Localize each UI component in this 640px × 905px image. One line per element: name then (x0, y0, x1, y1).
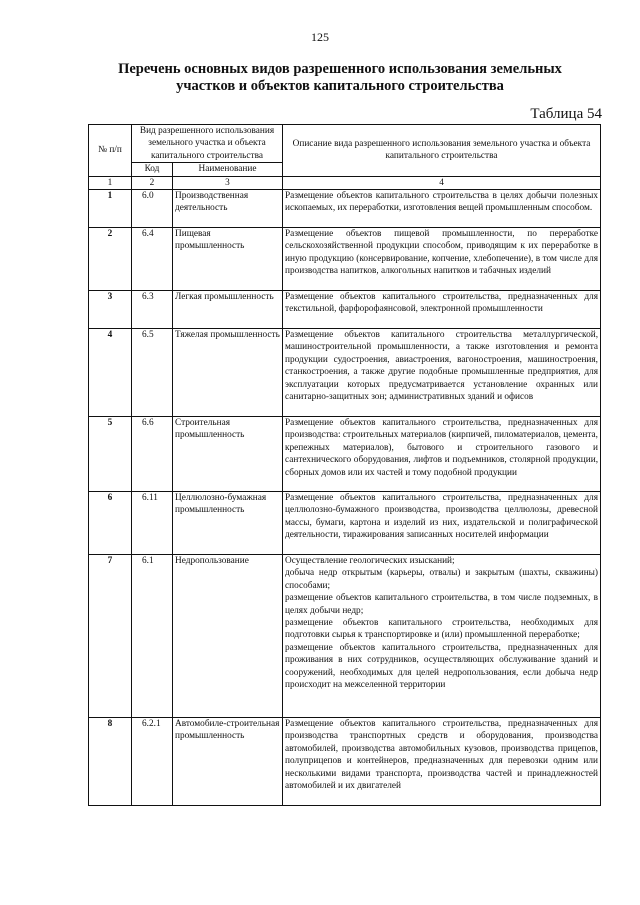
description-paragraph: Размещение объектов капитального строительства металлургической, машиностроительной промышленности, а также изготовления и ремонта продукции судостроения, авиастроения, вагоностроения, машиностроения, станкостроения, а также другие подобные промышленные предприятия, для эксплуатации которых предусматривается установление охранных или санитарно-защитных зон; административных зданий и офисов (285, 330, 599, 403)
description-paragraph: Размещение объектов капитального строительства, предназначенных для производства: строительных материалов (кирпичей, пиломатериалов, цемента, крепежных материалов), бытового и строительного газового и сантехнического оборудования, лифтов и подъемников, столярной продукции, сборных домов или их частей и тому подобной продукции (285, 418, 599, 478)
header-num: № п/п (89, 125, 132, 177)
row-description (283, 190, 601, 228)
row-code: 6.0 (132, 190, 173, 228)
row-name: Легкая промышленность (173, 291, 283, 329)
description-paragraph: Размещение объектов капитального строительства, предназначенных для целлюлозно-бумажного производства, производства целлюлозы, древесной массы, бумаги, картона и изделий из них, издательской и полиграфической деятельности, тиражирования записанных носителей информации (285, 493, 599, 541)
row-code: 6.1 (132, 555, 173, 718)
row-number: 7 (89, 555, 132, 718)
row-name: Целлюлозно-бумажная промышленность (173, 492, 283, 555)
row-number: 1 (89, 190, 132, 228)
title-line-2: участков и объектов капитального строительства (176, 78, 504, 94)
row-description (283, 329, 601, 417)
description-paragraph: Размещение объектов капитального строительства в целях добычи полезных ископаемых, их переработки, изготовления вещей промышленным способом. (285, 191, 599, 214)
row-name: Автомобиле-строительная промышленность (173, 718, 283, 806)
row-number: 3 (89, 291, 132, 329)
description-paragraph: размещение объектов капитального строительства, предназначенных для проживания в них сотрудников, осуществляющих обслуживание зданий и сооружений, необходимых для целей недропользования, если добыча недр происходит на межселенной территории (285, 642, 599, 691)
table-row (89, 492, 601, 555)
table-row (89, 228, 601, 291)
row-name: Строительная промышленность (173, 417, 283, 492)
row-code: 6.5 (132, 329, 173, 417)
row-description (283, 228, 601, 291)
row-description (283, 291, 601, 329)
description-paragraph: Размещение объектов капитального строительства, предназначенных для производства транспортных средств и оборудования, производства автомобилей, производства автомобильных кузовов, производства прицепов, полуприцепов и контейнеров, предназначенных для перевозки одним или несколькими видами транспорта, производства частей и принадлежностей автомобилей и их двигателей (285, 719, 599, 792)
col-number-2: 2 (132, 176, 173, 189)
title-line-1: Перечень основных видов разрешенного использования земельных (118, 61, 562, 77)
row-number: 5 (89, 417, 132, 492)
col-number-4: 4 (283, 176, 601, 189)
table-row (89, 417, 601, 492)
table-body (89, 190, 601, 806)
header-group: Вид разрешенного использования земельного участка и объекта капитального строительства (132, 125, 283, 163)
header-row-1 (89, 125, 601, 163)
table-row (89, 329, 601, 417)
description-paragraph: Размещение объектов капитального строительства, предназначенных для текстильной, фарфорофаянсовой, электронной промышленности (285, 292, 599, 315)
row-description (283, 555, 601, 718)
description-paragraph: Размещение объектов пищевой промышленности, по переработке сельскохозяйственной продукции способом, приводящим к их переработке в иную продукцию (консервирование, копчение, хлебопечение), в том числе для производства напитков, алкогольных напитков и табачных изделий (285, 229, 599, 277)
description-paragraph: Осуществление геологических изысканий; (285, 556, 455, 567)
description-paragraph: размещение объектов капитального строительства, необходимых для подготовки сырья к транспортировке и (или) промышленной переработке; (285, 618, 599, 641)
row-code: 6.11 (132, 492, 173, 555)
row-code: 6.3 (132, 291, 173, 329)
row-number: 6 (89, 492, 132, 555)
document-title (80, 61, 600, 95)
header-code: Код (132, 163, 173, 176)
row-description (283, 718, 601, 806)
row-code: 6.2.1 (132, 718, 173, 806)
description-paragraph: добыча недр открытым (карьеры, отвалы) и закрытым (шахты, скважины) способами; (285, 568, 599, 591)
row-code: 6.6 (132, 417, 173, 492)
row-name: Тяжелая промышленность (173, 329, 283, 417)
table-row (89, 190, 601, 228)
row-number: 4 (89, 329, 132, 417)
row-name: Пищевая промышленность (173, 228, 283, 291)
col-number-1: 1 (89, 176, 132, 189)
table-row (89, 555, 601, 718)
land-use-table (88, 124, 601, 806)
page-number: 125 (311, 30, 329, 44)
row-code: 6.4 (132, 228, 173, 291)
column-number-row (89, 176, 601, 189)
description-paragraph: размещение объектов капитального строительства, в том числе подземных, в целях добычи недр; (285, 593, 599, 616)
row-name: Производственная деятельность (173, 190, 283, 228)
col-number-3: 3 (173, 176, 283, 189)
row-description (283, 492, 601, 555)
row-number: 8 (89, 718, 132, 806)
row-number: 2 (89, 228, 132, 291)
table-caption: Таблица 54 (530, 106, 602, 122)
header-name: Наименование (173, 163, 283, 176)
header-desc: Описание вида разрешенного использования земельного участка и объекта капитального строительства (283, 125, 601, 177)
table-row (89, 718, 601, 806)
row-name: Недропользование (173, 555, 283, 718)
table-row (89, 291, 601, 329)
row-description (283, 417, 601, 492)
